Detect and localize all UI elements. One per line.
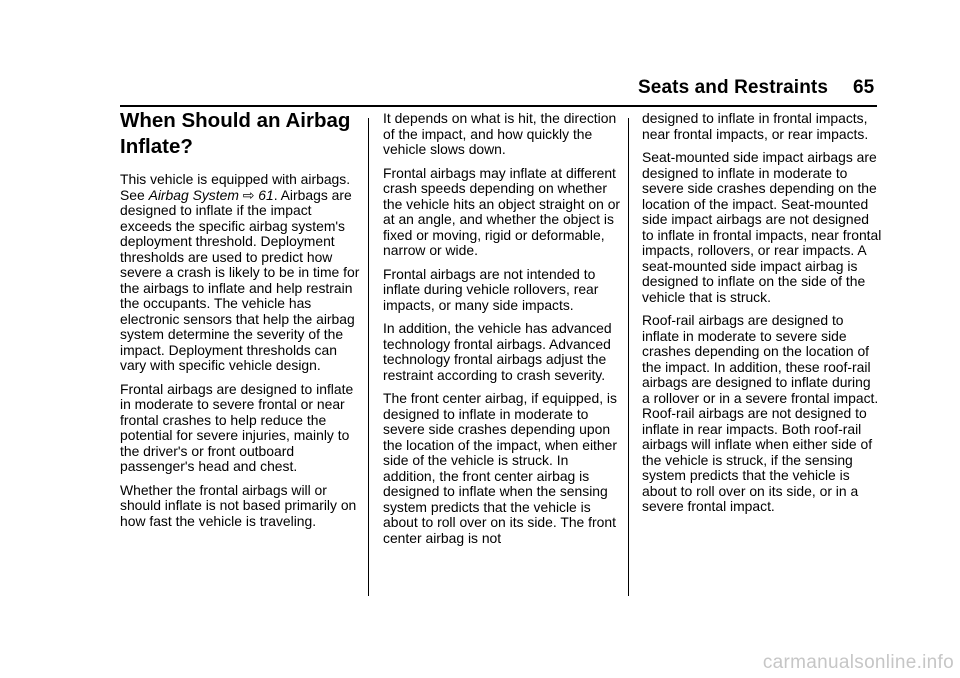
paragraph: Roof-rail airbags are designed to inflate in moderate to severe side crashes depending on the location of the impact. In addition, these roof-rail airbags are designed to inflate during a rollover or in a severe frontal impact. Roof-rail airbags are not designed to inflate in rear impacts. Both roof-rail airbags will inflate when either side of the vehicle is struck, if the sensing system predicts that the vehicle is about to roll over on its side, or in a severe frontal impact. (642, 312, 879, 514)
header-rule (120, 105, 877, 107)
paragraph: It depends on what is hit, the direction of the impact, and how quickly the vehicle slows down. (383, 110, 617, 157)
paragraph-text: This vehicle is equipped with airbags. See (120, 171, 351, 203)
paragraph: Frontal airbags may inflate at different crash speeds depending on whether the vehicle hits an object straight on or at an angle, and whether the object is fixed or moving, rigid or deformable, narrow or wide. (383, 164, 621, 258)
paragraph: In addition, the vehicle has advanced technology frontal airbags. Advanced technology frontal airbags adjust the restraint according to crash severity. (383, 320, 612, 383)
paragraph: Seat-mounted side impact airbags are designed to inflate in moderate to severe side crashes depending on the location of the impact. Seat-mounted side impact airbags are not designed to inflate in frontal impacts, near frontal impacts, rollovers, or rear impacts. A seat-mounted side impact airbag is designed to inflate on the side of the vehicle that is struck. (642, 149, 882, 305)
column-divider (368, 118, 369, 596)
page-number: 65 (853, 77, 875, 98)
cross-reference-title: Airbag System (148, 186, 239, 203)
page-header (0, 76, 960, 106)
paragraph: Whether the frontal airbags will or should inflate is not based primarily on how fast the vehicle is traveling. (120, 481, 357, 529)
section-heading: When Should an Airbag Inflate? (120, 109, 351, 158)
paragraph: Frontal airbags are not intended to inflate during vehicle rollovers, rear impacts, or many side impacts. (383, 265, 599, 313)
cross-reference-page: 61 (258, 186, 274, 203)
paragraph: Frontal airbags are designed to inflate in moderate to severe frontal or near frontal crashes to help reduce the potential for severe injuries, mainly to the driver's or front outboard passenger's head and chest. (120, 380, 354, 474)
column-1 (120, 108, 360, 537)
paragraph: The front center airbag, if equipped, is designed to inflate in moderate to severe side crashes depending upon the location of the impact, when either side of the vehicle is struck. In addition, the front center airbag is designed to inflate when the sensing system predicts that the vehicle is about to roll over on its side. The front center airbag is not (383, 390, 617, 546)
paragraph-text: . Airbags are designed to inflate if the impact exceeds the specific airbag system's deployment threshold. Deployment thresholds are used to predict how severe a crash is likely to be in time for the airbags to inflate and help restrain the occupants. The vehicle has electronic sensors that help the airbag system determine the severity of the impact. Deployment thresholds can vary with specific vehicle design. (120, 186, 360, 373)
column-3 (642, 111, 882, 523)
cross-reference-link[interactable] (149, 187, 274, 203)
paragraph: designed to inflate in frontal impacts, near frontal impacts, or rear impacts. (642, 110, 869, 142)
page-reference-arrow-icon: ⇨ (242, 186, 255, 203)
column-divider (628, 118, 629, 596)
paragraph (120, 172, 360, 374)
watermark: carmanualsonline.info (762, 652, 954, 673)
section-title: Seats and Restraints (638, 77, 828, 98)
column-2 (383, 111, 623, 554)
